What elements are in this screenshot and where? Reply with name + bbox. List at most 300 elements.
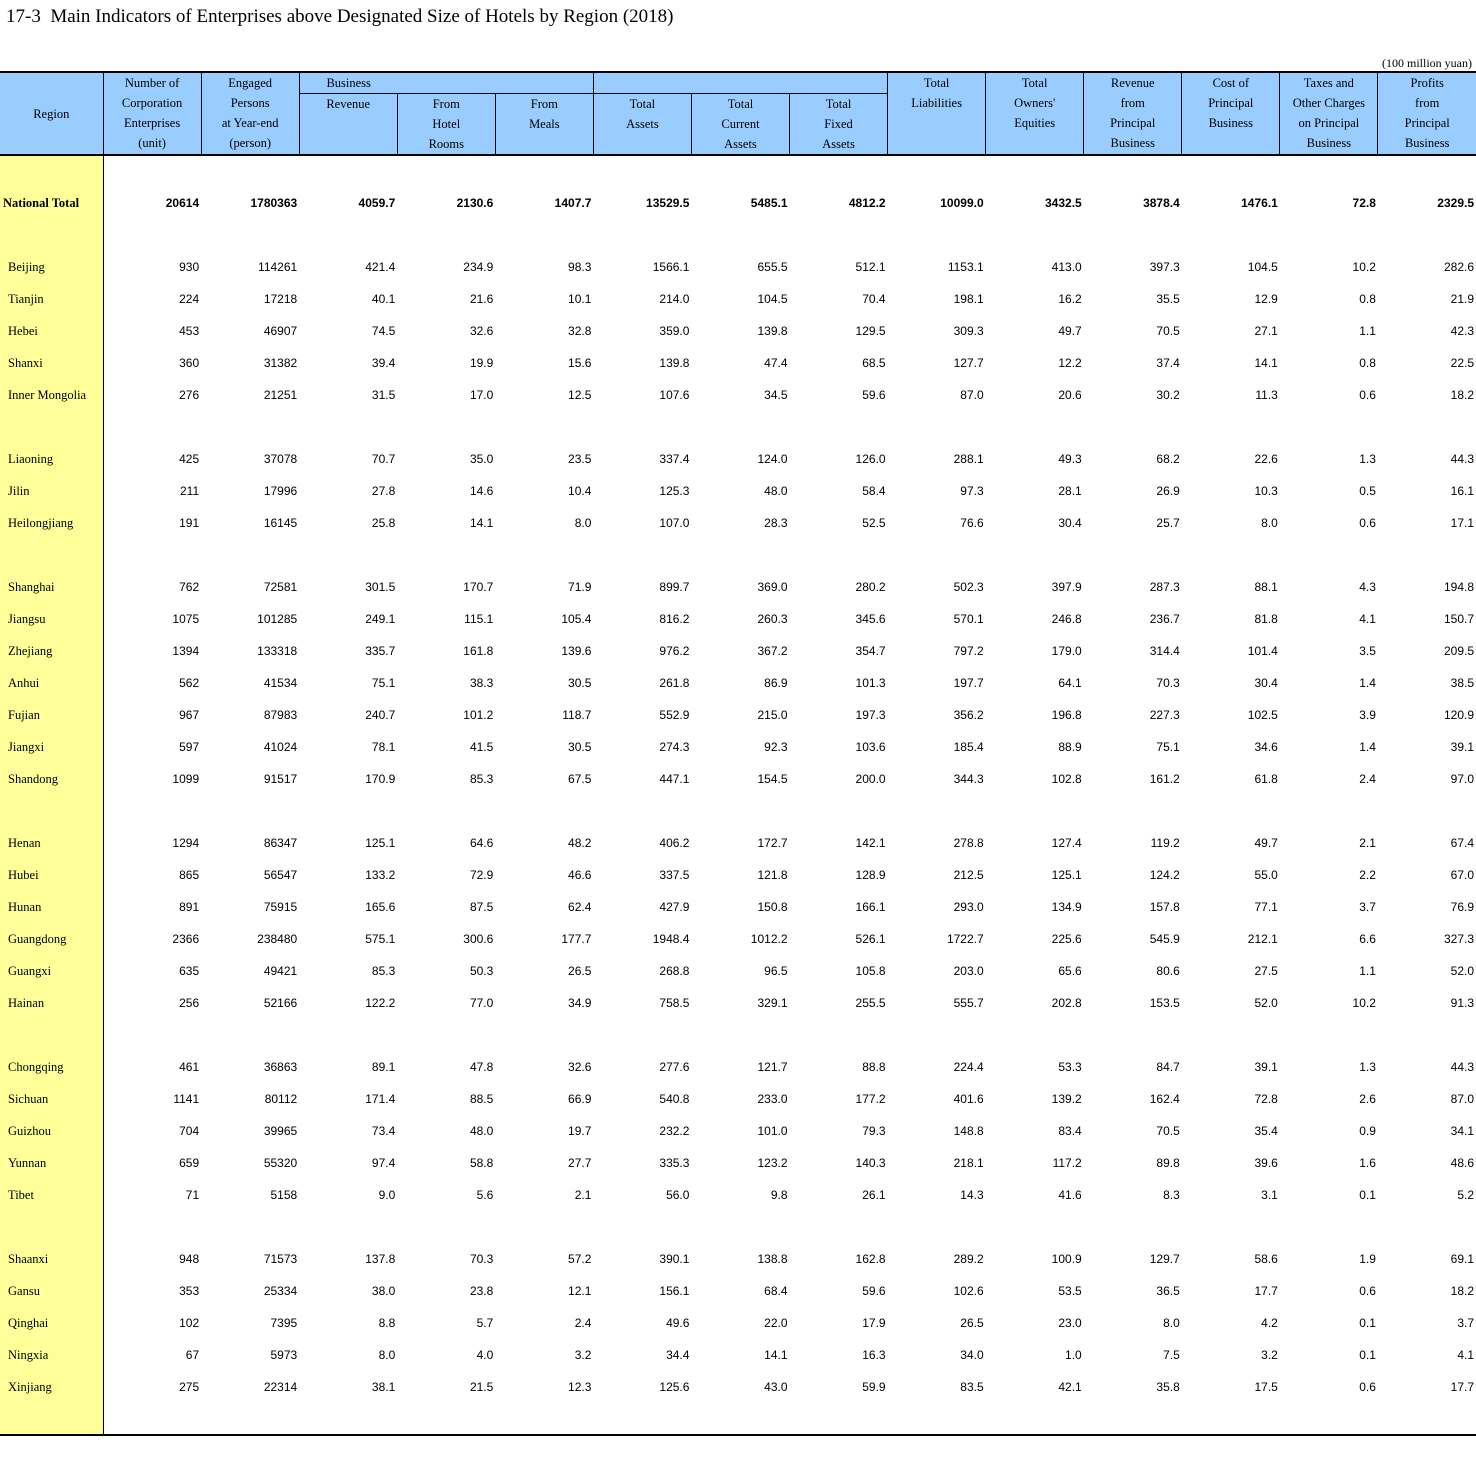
spacer-cell [691,155,789,187]
value-cell: 1566.1 [652,260,690,274]
spacer-cell [1182,795,1280,827]
table-row [0,507,1476,539]
value-cell: 758.5 [659,996,690,1010]
value-cell: 65.6 [1058,964,1082,978]
value-cell: 249.1 [365,612,396,626]
spacer-cell [299,539,397,571]
value-cell: 88.5 [469,1092,494,1106]
value-cell: 22314 [263,1380,298,1394]
value-cell: 32.6 [568,1060,592,1074]
value-cell: 659 [179,1156,200,1170]
value-cell: 421.4 [365,260,396,274]
value-cell: 67.0 [1450,868,1474,882]
value-cell: 81.8 [1254,612,1278,626]
spacer-cell [1378,1403,1476,1435]
value-cell: 329.1 [757,996,788,1010]
header-line: Number of [124,76,180,90]
value-cell: 75.1 [1156,740,1180,754]
value-cell: 102 [179,1316,200,1330]
value-cell: 1.1 [1359,324,1376,338]
spacer-cell [1378,539,1476,571]
value-cell: 20614 [165,196,200,210]
spacer-cell [201,795,299,827]
value-cell: 56547 [263,868,298,882]
spacer-cell [0,1019,103,1051]
spacer-cell [790,411,888,443]
value-cell: 1780363 [250,196,298,210]
spacer-cell [299,1403,397,1435]
region-name: Heilongjiang [0,507,103,539]
value-cell: 21.5 [469,1380,494,1394]
value-cell: 555.7 [953,996,984,1010]
header-line: Revenue [1110,76,1155,90]
value-cell: 4.2 [1261,1316,1278,1330]
spacer-cell [201,411,299,443]
value-cell: 87.5 [469,900,494,914]
spacer-row [0,539,1476,571]
header-line: Taxes and [1303,76,1354,90]
value-cell: 102.6 [953,1284,984,1298]
value-cell: 635 [179,964,200,978]
value-cell: 100.9 [1051,1252,1082,1266]
value-cell: 75.1 [371,676,396,690]
value-cell: 177.2 [855,1092,886,1106]
value-cell: 3.2 [1261,1348,1278,1362]
value-cell: 162.8 [855,1252,886,1266]
table-header [0,72,1476,155]
spacer-cell [397,1019,495,1051]
header-profits-principal [1378,72,1476,155]
value-cell: 179.0 [1051,644,1082,658]
value-cell: 3.9 [1359,708,1376,722]
value-cell: 105.8 [855,964,886,978]
value-cell: 1407.7 [554,196,592,210]
value-cell: 46.6 [568,868,592,882]
value-cell: 401.6 [953,1092,984,1106]
value-cell: 552.9 [659,708,690,722]
value-cell: 4.1 [1457,1348,1474,1362]
value-cell: 196.8 [1051,708,1082,722]
value-cell: 76.6 [960,516,984,530]
value-cell: 154.5 [757,772,788,786]
value-cell: 101.2 [463,708,494,722]
value-cell: 70.5 [1156,324,1180,338]
value-cell: 967 [179,708,200,722]
spacer-cell [593,539,691,571]
header-line: Business [1404,136,1450,150]
value-cell: 5973 [270,1348,298,1362]
value-cell: 191 [179,516,200,530]
value-cell: 335.3 [659,1156,690,1170]
spacer-cell [691,219,789,251]
value-cell: 42.1 [1058,1380,1082,1394]
value-cell: 865 [179,868,200,882]
spacer-cell [201,155,299,187]
value-cell: 161.8 [463,644,494,658]
value-cell: 64.1 [1058,676,1082,690]
value-cell: 89.8 [1156,1156,1180,1170]
value-cell: 447.1 [659,772,690,786]
header-region-label: Region [33,106,70,121]
value-cell: 86.9 [764,676,788,690]
value-cell: 47.8 [469,1060,494,1074]
value-cell: 891 [179,900,200,914]
value-cell: 10.1 [568,292,592,306]
header-line: Total [727,97,754,111]
header-line: Fixed [824,117,853,131]
value-cell: 125.1 [1051,868,1082,882]
value-cell: 899.7 [659,580,690,594]
value-cell: 797.2 [953,644,984,658]
spacer-cell [397,1403,495,1435]
value-cell: 41024 [263,740,298,754]
value-cell: 142.1 [855,836,886,850]
region-name: Jiangxi [0,731,103,763]
value-cell: 16.2 [1058,292,1082,306]
value-cell: 8.0 [574,516,592,530]
page-title: 17-3 Main Indicators of Enterprises above Designated Size of Hotels by Region (2018) [6,6,674,27]
value-cell: 49.7 [1058,324,1082,338]
value-cell: 49.6 [666,1316,690,1330]
value-cell: 288.1 [953,452,984,466]
value-cell: 39.6 [1254,1156,1278,1170]
spacer-cell [593,411,691,443]
value-cell: 704 [179,1124,200,1138]
value-cell: 14.3 [960,1188,984,1202]
header-total-assets [593,94,691,156]
header-line: From [432,97,460,111]
value-cell: 34.1 [1450,1124,1474,1138]
header-line: Engaged [228,76,273,90]
value-cell: 20.6 [1058,388,1082,402]
value-cell: 14.6 [469,484,494,498]
spacer-cell [691,411,789,443]
value-cell: 80112 [264,1092,298,1106]
value-cell: 128.9 [855,868,886,882]
header-cost-principal [1182,72,1280,155]
table-row [0,603,1476,635]
spacer-cell [986,155,1084,187]
value-cell: 14.1 [764,1348,788,1362]
value-cell: 78.1 [371,740,396,754]
value-cell: 49.3 [1058,452,1082,466]
value-cell: 73.4 [371,1124,396,1138]
spacer-cell [1378,219,1476,251]
value-cell: 72.8 [1254,1092,1278,1106]
value-cell: 203.0 [953,964,984,978]
value-cell: 224.4 [953,1060,984,1074]
table-row [0,347,1476,379]
value-cell: 23.5 [568,452,592,466]
value-cell: 425 [179,452,200,466]
value-cell: 18.2 [1450,388,1474,402]
value-cell: 38.1 [371,1380,396,1394]
header-line: From [530,97,558,111]
value-cell: 41.6 [1058,1188,1082,1202]
table-row [0,859,1476,891]
value-cell: 390.1 [659,1252,690,1266]
header-line: on Principal [1298,116,1360,130]
region-name: Liaoning [0,443,103,475]
value-cell: 406.2 [659,836,690,850]
value-cell: 453 [179,324,200,338]
unit-label: (100 million yuan) [1382,56,1472,70]
value-cell: 52.0 [1450,964,1474,978]
spacer-cell [1182,1019,1280,1051]
value-cell: 88.9 [1058,740,1082,754]
table-row [0,891,1476,923]
region-name: Jilin [0,475,103,507]
value-cell: 68.5 [862,356,886,370]
value-cell: 21251 [263,388,298,402]
header-region [0,72,103,155]
spacer-cell [201,219,299,251]
region-name: Hainan [0,987,103,1019]
spacer-cell [1280,539,1378,571]
spacer-cell [790,1019,888,1051]
table-row [0,251,1476,283]
spacer-row [0,1403,1476,1435]
value-cell: 280.2 [855,580,886,594]
spacer-cell [495,219,593,251]
value-cell: 17.7 [1254,1284,1278,1298]
table-row [0,1179,1476,1211]
value-cell: 34.6 [1254,740,1278,754]
value-cell: 125.3 [659,484,690,498]
value-cell: 126.0 [855,452,886,466]
spacer-cell [397,219,495,251]
value-cell: 0.6 [1359,388,1376,402]
value-cell: 150.8 [757,900,788,914]
header-line: from [1120,96,1145,110]
value-cell: 234.9 [463,260,494,274]
value-cell: 545.9 [1149,932,1180,946]
value-cell: 3.2 [574,1348,592,1362]
value-cell: 353 [179,1284,200,1298]
spacer-cell [495,1019,593,1051]
region-name: Jiangsu [0,603,103,635]
value-cell: 48.0 [764,484,788,498]
value-cell: 212.1 [1247,932,1278,946]
value-cell: 1294 [172,836,200,850]
table-row [0,699,1476,731]
value-cell: 87983 [263,708,298,722]
data-table-container [0,71,1476,1436]
spacer-cell [1084,1019,1182,1051]
value-cell: 287.3 [1149,580,1180,594]
spacer-cell [888,1403,986,1435]
value-cell: 77.0 [469,996,494,1010]
table-row [0,731,1476,763]
value-cell: 86347 [263,836,298,850]
value-cell: 36.5 [1156,1284,1180,1298]
spacer-cell [495,1403,593,1435]
value-cell: 30.4 [1254,676,1278,690]
value-cell: 39965 [263,1124,298,1138]
value-cell: 74.5 [371,324,396,338]
value-cell: 46907 [263,324,298,338]
value-cell: 17.9 [862,1316,886,1330]
spacer-row [0,1019,1476,1051]
value-cell: 255.5 [855,996,886,1010]
value-cell: 127.7 [953,356,984,370]
value-cell: 260.3 [757,612,788,626]
value-cell: 129.5 [855,324,886,338]
region-name: National Total [0,187,103,219]
value-cell: 3.7 [1457,1316,1474,1330]
spacer-cell [1084,1403,1182,1435]
national-total-row [0,187,1476,219]
spacer-row [0,411,1476,443]
header-line: Hotel [432,117,461,131]
value-cell: 150.7 [1443,612,1474,626]
region-name: Shanxi [0,347,103,379]
value-cell: 133.2 [365,868,396,882]
value-cell: 461 [179,1060,200,1074]
spacer-row [0,219,1476,251]
header-line: Meals [529,117,560,131]
value-cell: 124.0 [757,452,788,466]
spacer-cell [103,539,201,571]
value-cell: 39.4 [371,356,396,370]
value-cell: 55320 [263,1156,298,1170]
value-cell: 8.0 [1261,516,1278,530]
region-name: Guangdong [0,923,103,955]
value-cell: 27.5 [1254,964,1278,978]
value-cell: 55.0 [1254,868,1278,882]
table-row [0,763,1476,795]
value-cell: 397.3 [1149,260,1180,274]
value-cell: 3.7 [1359,900,1376,914]
value-cell: 274.3 [659,740,690,754]
region-name: Qinghai [0,1307,103,1339]
value-cell: 52.0 [1254,996,1278,1010]
value-cell: 38.3 [469,676,494,690]
value-cell: 87.0 [960,388,984,402]
value-cell: 3.1 [1261,1188,1278,1202]
value-cell: 246.8 [1051,612,1082,626]
value-cell: 172.7 [757,836,788,850]
value-cell: 2329.5 [1437,196,1474,210]
value-cell: 397.9 [1051,580,1082,594]
spacer-cell [1084,795,1182,827]
value-cell: 48.0 [469,1124,494,1138]
value-cell: 35.5 [1156,292,1180,306]
value-cell: 123.2 [757,1156,788,1170]
value-cell: 5.6 [476,1188,494,1202]
table-row [0,443,1476,475]
value-cell: 25.7 [1156,516,1180,530]
region-name: Anhui [0,667,103,699]
spacer-cell [103,1211,201,1243]
table-row [0,635,1476,667]
value-cell: 227.3 [1149,708,1180,722]
value-cell: 930 [179,260,200,274]
header-taxes-principal [1280,72,1378,155]
value-cell: 97.4 [371,1156,396,1170]
value-cell: 1.4 [1359,676,1376,690]
header-line: Corporation [121,96,183,110]
value-cell: 71573 [263,1252,298,1266]
spacer-cell [986,219,1084,251]
value-cell: 32.6 [469,324,494,338]
value-cell: 57.2 [568,1252,592,1266]
header-line: Assets [822,137,855,151]
table-row [0,1339,1476,1371]
value-cell: 114261 [258,260,298,274]
region-name: Gansu [0,1275,103,1307]
value-cell: 170.7 [463,580,494,594]
spacer-cell [1084,411,1182,443]
value-cell: 1153.1 [947,260,984,274]
value-cell: 83.4 [1058,1124,1082,1138]
value-cell: 77.1 [1254,900,1278,914]
value-cell: 58.8 [469,1156,494,1170]
region-name: Shaanxi [0,1243,103,1275]
header-line: Rooms [428,137,464,151]
spacer-cell [299,411,397,443]
spacer-cell [397,411,495,443]
value-cell: 2.1 [1359,836,1376,850]
value-cell: 15.6 [568,356,592,370]
value-cell: 345.6 [855,612,886,626]
value-cell: 80.6 [1156,964,1180,978]
value-cell: 39.1 [1254,1060,1278,1074]
region-name: Hunan [0,891,103,923]
spacer-cell [1084,155,1182,187]
value-cell: 293.0 [953,900,984,914]
value-cell: 53.5 [1058,1284,1082,1298]
value-cell: 28.1 [1058,484,1082,498]
value-cell: 148.8 [953,1124,984,1138]
value-cell: 218.1 [953,1156,984,1170]
value-cell: 129.7 [1149,1252,1180,1266]
value-cell: 1.6 [1359,1156,1376,1170]
value-cell: 225.6 [1051,932,1082,946]
value-cell: 30.4 [1058,516,1082,530]
value-cell: 26.5 [568,964,592,978]
spacer-cell [103,795,201,827]
value-cell: 39.1 [1450,740,1474,754]
header-line: Total [1021,76,1048,90]
value-cell: 1.9 [1359,1252,1376,1266]
value-cell: 157.8 [1149,900,1180,914]
value-cell: 0.5 [1359,484,1376,498]
spacer-cell [593,219,691,251]
value-cell: 369.0 [757,580,788,594]
value-cell: 3878.4 [1143,196,1180,210]
value-cell: 278.8 [953,836,984,850]
value-cell: 67 [185,1348,200,1362]
value-cell: 28.3 [764,516,788,530]
value-cell: 139.6 [561,644,592,658]
region-name: Inner Mongolia [0,379,103,411]
value-cell: 7.5 [1163,1348,1180,1362]
value-cell: 1394 [172,644,200,658]
value-cell: 14.1 [1254,356,1278,370]
value-cell: 25.8 [371,516,396,530]
spacer-cell [888,1019,986,1051]
value-cell: 137.8 [365,1252,396,1266]
spacer-cell [593,155,691,187]
region-name: Tibet [0,1179,103,1211]
value-cell: 1722.7 [946,932,984,946]
spacer-cell [1280,1403,1378,1435]
spacer-cell [0,1211,103,1243]
spacer-cell [201,1019,299,1051]
value-cell: 4812.2 [848,196,886,210]
value-cell: 562 [179,676,200,690]
